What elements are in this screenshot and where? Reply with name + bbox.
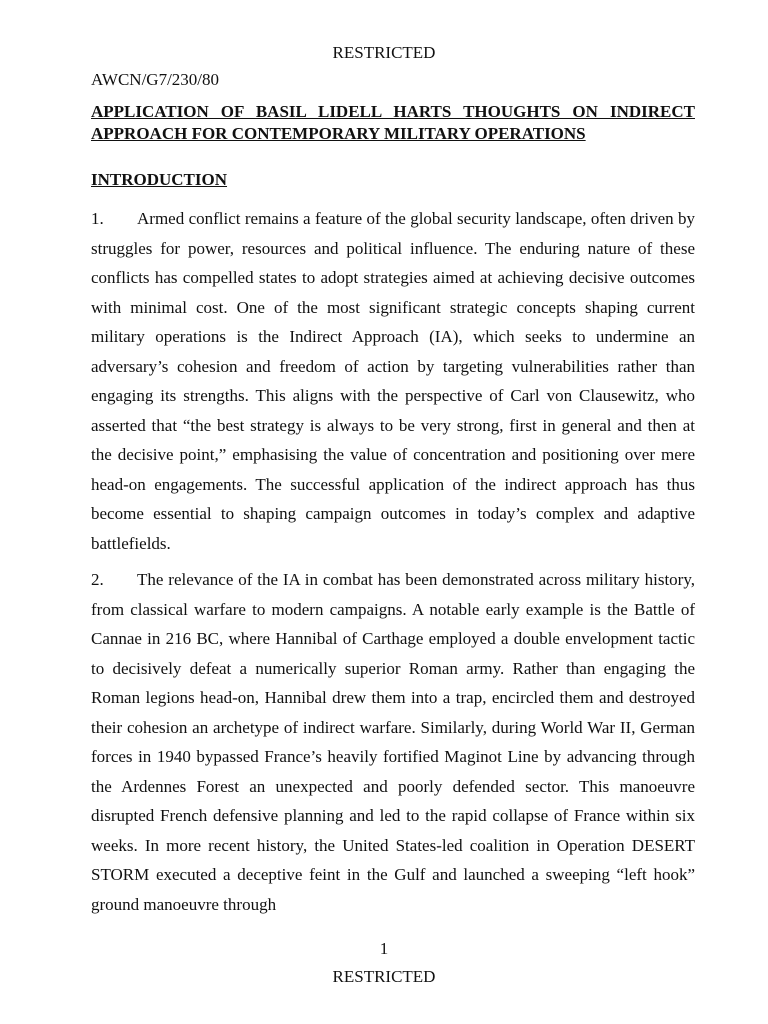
header-classification: RESTRICTED xyxy=(332,43,436,62)
page-number: 1 xyxy=(379,939,389,958)
paragraph-number: 1. xyxy=(91,209,104,228)
paragraph-number: 2. xyxy=(91,570,104,589)
paragraph-1 xyxy=(91,204,695,558)
document-title: APPLICATION OF BASIL LIDELL HARTS THOUGHTS ON INDIRECT APPROACH FOR CONTEMPORARY MILITARY OPERATIONS xyxy=(91,102,695,143)
footer-classification: RESTRICTED xyxy=(332,967,436,986)
paragraph-2 xyxy=(91,565,695,918)
paragraph-text: The relevance of the IA in combat has been demonstrated across military history, from classical warfare to modern campaigns. A notable early example is the Battle of Cannae in 216 BC, where Hannibal of Carthage employed a double envelopment tactic to decisively defeat a numerically superior Roman army. Rather than engaging the Roman legions head-on, Hannibal drew them into a trap, encircled them and destroyed their cohesion an archetype of indirect warfare. Similarly, during World War II, German forces in 1940 bypassed France’s heavily fortified Maginot Line by advancing through the Ardennes Forest an unexpected and poorly defended sector. This manoeuvre disrupted French defensive planning and led to the rapid collapse of France within six weeks. In more recent history, the United States-led coalition in Operation DESERT STORM executed a deceptive feint in the Gulf and launched a sweeping “left hook” ground manoeuvre through xyxy=(91,570,695,914)
document-reference: AWCN/G7/230/80 xyxy=(91,70,220,89)
paragraph-text: Armed conflict remains a feature of the global security landscape, often driven by struggles for power, resources and political influence. The enduring nature of these conflicts has compelled states to adopt strategies aimed at achieving decisive outcomes with minimal cost. One of the most significant strategic concepts shaping current military operations is the Indirect Approach (IA), which seeks to undermine an adversary’s cohesion and freedom of action by targeting vulnerabilities rather than engaging its strengths. This aligns with the perspective of Carl von Clausewitz, who asserted that “the best strategy is always to be very strong, first in general and then at the decisive point,” emphasising the value of concentration and positioning over mere head-on engagements. The successful application of the indirect approach has thus become essential to shaping campaign outcomes in today’s complex and adaptive battlefields. xyxy=(91,209,695,553)
section-heading-introduction: INTRODUCTION xyxy=(91,170,228,189)
